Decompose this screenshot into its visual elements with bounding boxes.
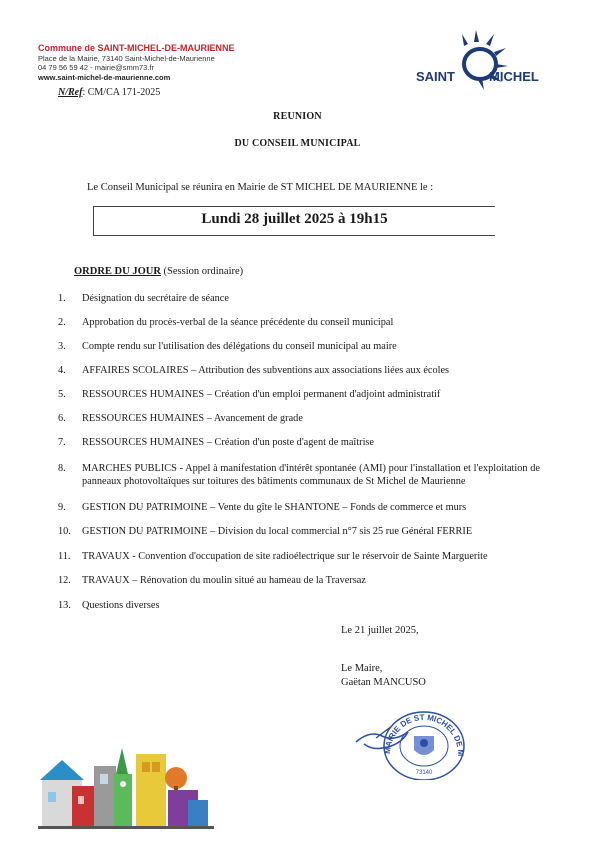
meeting-date-box: [93, 206, 495, 236]
agenda-session: (Session ordinaire): [163, 266, 244, 277]
intro-text: Le Conseil Municipal se réunira en Mairie de ST MICHEL DE MAURIENNE le :: [87, 182, 434, 193]
sun-icon: [412, 28, 552, 106]
list-item: 9. GESTION DU PATRIMOINE – Vente du gîte le SHANTONE – Fonds de commerce et murs: [58, 502, 467, 513]
reference-label: N/Ref: [58, 87, 83, 98]
mairie-stamp: [352, 690, 482, 780]
agenda-heading: [74, 266, 243, 277]
stamp-seal-icon: [352, 690, 482, 780]
commune-name: Commune de SAINT-MICHEL-DE-MAURIENNE: [38, 43, 235, 53]
saint-michel-logo: [412, 28, 552, 106]
list-item: 6. RESSOURCES HUMAINES – Avancement de grade: [58, 413, 303, 424]
agenda-title: ORDRE DU JOUR: [74, 266, 161, 277]
list-item: 3. Compte rendu sur l'utilisation des délégations du conseil municipal au maire: [58, 341, 397, 352]
meeting-date: Lundi 28 juillet 2025 à 19h15: [201, 211, 388, 227]
reference: [58, 87, 160, 98]
address: Place de la Mairie, 73140 Saint-Michel-de-Maurienne: [38, 53, 215, 63]
list-item: 5. RESSOURCES HUMAINES – Création d'un emploi permanent d'adjoint administratif: [58, 389, 441, 400]
signature-date: Le 21 juillet 2025,: [341, 625, 419, 636]
village-illustration: [38, 740, 218, 830]
list-item: 1. Désignation du secrétaire de séance: [58, 293, 229, 304]
title-reunion: REUNION: [273, 111, 322, 122]
svg-text:MAIRIE DE ST MICHEL DE MAURIEN: MAIRIE DE ST MICHEL DE M: [382, 712, 466, 757]
signature-name: Gaëtan MANCUSO: [341, 677, 426, 688]
list-item: 11. TRAVAUX - Convention d'occupation de site radioélectrique sur le réservoir de Sainte Marguerite: [58, 551, 488, 562]
village-houses-icon: [38, 740, 218, 830]
list-item: 8. MARCHES PUBLICS - Appel à manifestation d'intérêt spontanée (AMI) pour l'installation et l'exploitation de panneaux photovoltaïques sur toitures des bâtiments communaux de St Michel de Maurienne: [58, 463, 540, 487]
svg-text:SAINT: SAINT: [416, 69, 455, 84]
list-item: 12. TRAVAUX – Rénovation du moulin situé au hameau de la Traversaz: [58, 575, 366, 586]
title-conseil: DU CONSEIL MUNICIPAL: [234, 138, 361, 149]
list-item: 4. AFFAIRES SCOLAIRES – Attribution des subventions aux associations liées aux écoles: [58, 365, 450, 376]
website: www.saint-michel-de-maurienne.com: [38, 72, 171, 82]
contact: 04 79 56 59 42 - mairie@smm73.fr: [38, 63, 154, 72]
list-item: 2. Approbation du procès-verbal de la séance précédente du conseil municipal: [58, 317, 394, 328]
svg-text:73140: 73140: [415, 770, 433, 776]
list-item: 13. Questions diverses: [58, 600, 160, 611]
signature-title: Le Maire,: [341, 663, 383, 674]
list-item: 7. RESSOURCES HUMAINES – Création d'un poste d'agent de maîtrise: [58, 437, 375, 448]
svg-text:MICHEL: MICHEL: [489, 69, 539, 84]
reference-value: : CM/CA 171-2025: [82, 87, 161, 98]
letterhead: [38, 44, 278, 82]
list-item: 10. GESTION DU PATRIMOINE – Division du local commercial n°7 sis 25 rue Général FERRIE: [58, 526, 473, 537]
